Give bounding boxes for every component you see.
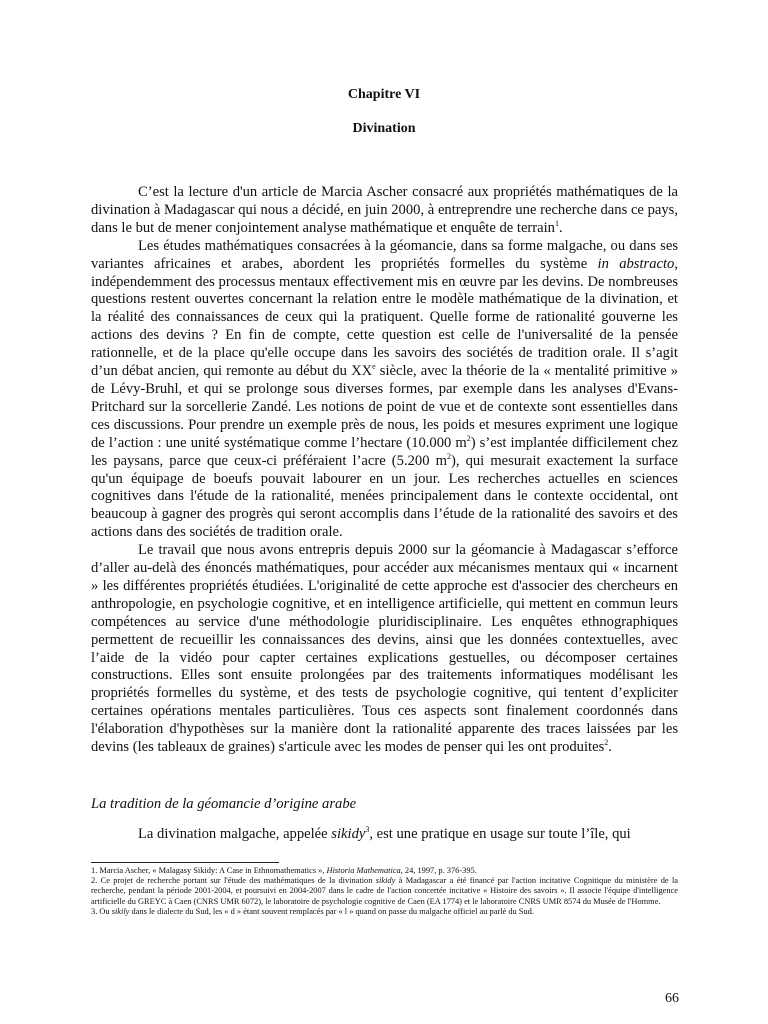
- paragraph-1-text: C’est la lecture d'un article de Marcia Ascher consacré aux propriétés mathématiques de la divination à Madagascar qui nous a décidé, en juin 2000, à entreprendre une recherche dans ce pays, dans le but de mener conjointement analyse mathématique et enquête de terrain: [91, 184, 678, 236]
- paragraph-4: La divination malgache, appelée sikidy$^3$, est une pratique en usage sur toute l’île, qui: [138, 825, 631, 842]
- italic-term: sikidy: [331, 826, 366, 842]
- footnote-ref-3[interactable]: 3: [365, 825, 370, 835]
- page-number: 66: [665, 991, 679, 1006]
- paragraph-2: Les études mathématiques consacrées à la géomancie, dans sa forme malgache, ou dans ses variantes africaines et arabes, abordent les propriétés formelles du système in abstracto, indépendemment des processus mentaux effectivement mis en œuvre par les devins. De nombreuses questions restent ouvertes concernant la relation entre le modèle mathématique de la divination, et la réalité des connaissances de ceux qui la pratiquent. Quelle forme de rationalité gouverne les actions des devins ? En fin de compte, cette question est celle de l'universalité de la pensée rationnelle, et de la place qu'elle occupe dans les savoirs des sociétés de tradition orale. Il s’agit d’un débat ancien, qui remonte au début du XXe siècle, avec la théorie de la « mentalité primitive » de Lévy-Bruhl, et qui se prolonge sous diverses formes, par exemple dans les analyses d'Evans-Pritchard sur la sorcellerie Zandé. Les notions de point de vue et de contexte sont essentielles dans ces discussions. Pour prendre un exemple près de nous, les poids et mesures expriment une logique de l’action : une unité systématique comme l’hectare (10.000 $m^2$) s’est implantée difficilement chez les paysans, parce que ceux-ci préféraient l’acre (5.200 $m^2$), qui mesurait exactement la surface qu'un équipage de boeufs pouvait labourer en un jour. Les recherches actuelles en sciences cognitives dans l'étude de la rationalité, menées principalement dans le contexte occidental, ont beaucoup à gagner des progrès qui seront accomplis dans l’étude de la rationalité des savoirs et des actions dans des sociétés de tradition orale.: [91, 237, 678, 541]
- footnote-separator: [91, 862, 279, 863]
- section-heading: La tradition de la géomancie d’origine arabe: [91, 796, 357, 812]
- superscript-e: e: [372, 362, 376, 372]
- italic-term: in abstracto: [597, 255, 675, 272]
- superscript-2: 2: [466, 433, 471, 443]
- footnote-2: 2. Ce projet de recherche portant sur l'étude des mathématiques de la divination sikidy à Madagascar a été financé par l'action incitative Cognitique du ministère de la recherche, pendant la période 2001-2004, et poursuivi en 2004-2007 dans le cadre de l'action concertée incitative « Histoire des savoirs ». Il associe l'équipe d'intelligence artificielle du GREYC à Caen (CNRS UMR 6072), le laboratoire de psychologie cognitive de Caen (EA 1774) et le laboratoire CNRS UMR 8574 du Musée de l'Homme.: [91, 876, 678, 906]
- chapter-title: Divination: [352, 121, 416, 136]
- footnotes: [91, 866, 678, 917]
- paragraph-3: Le travail que nous avons entrepris depuis 2000 sur la géomancie à Madagascar s’efforce d’aller au-delà des énoncés mathématiques, pour accéder aux mécanismes mentaux qui « incarnent » les différentes propriétés étudiées. L'originalité de cette approche est d'associer des chercheurs en anthropologie, en psychologie cognitive, et en intelligence artificielle, qui mettent en commun leurs compétences au service d'une méthodologie pluridisciplinaire. Les enquêtes ethnographiques permettent de recueillir les connaissances des devins, ainsi que les données contextuelles, avec l’aide de la vidéo pour capter certaines explications gestuelles, ou décomposer certaines constructions. Elles sont ensuite prolongées par des traitements informatiques modélisant les propriétés formelles du système, et des tests de psychologie cognitive, qui tentent d’expliciter certaines opérations mentales particulières. Tous ces aspects sont finalement coordonnés dans l'élaboration d'hypothèses sur la manière dont la rationalité apparente des traces laissées par les devins (les tableaux de graines) s'articule avec les modes de penser qui les ont produites$^2$.: [91, 542, 678, 756]
- footnote-3: 3. Ou sikily dans le dialecte du Sud, les « d » étant souvent remplacés par « l » quand on passe du malgache officiel au parlé du Sud.: [91, 906, 534, 916]
- footnote-ref-1[interactable]: 1: [554, 218, 559, 228]
- footnote-ref-2[interactable]: 2: [604, 738, 609, 748]
- paragraph-3-text: Le travail que nous avons entrepris depuis 2000 sur la géomancie à Madagascar s’efforce d’aller au-delà des énoncés mathématiques, pour accéder aux mécanismes mentaux qui « incarnent » les différentes propriétés étudiées. L'originalité de cette approche est d'associer des chercheurs en anthropologie, en psychologie cognitive, et en intelligence artificielle, qui mettent en commun leurs compétences au service d'une méthodologie pluridisciplinaire. Les enquêtes ethnographiques permettent de recueillir les connaissances des devins, ainsi que les données contextuelles, avec l’aide de la vidéo pour capter certaines explications gestuelles, ou décomposer certaines constructions. Elles sont ensuite prolongées par des traitements informatiques modélisant les propriétés formelles du système, et des tests de psychologie cognitive, qui tentent d’expliciter certaines opérations mentales particulières. Tous ces aspects sont finalement coordonnés dans l'élaboration d'hypothèses sur la manière dont la rationalité apparente des traces laissées par les devins (les tableaux de graines) s'articule avec les modes de penser qui les ont produites: [91, 542, 678, 756]
- paragraph-1: C’est la lecture d'un article de Marcia Ascher consacré aux propriétés mathématiques de la divination à Madagascar qui nous a décidé, en juin 2000, à entreprendre une recherche dans ce pays, dans le but de mener conjointement analyse mathématique et enquête de terrain$^1$.: [91, 184, 678, 236]
- body-text: [91, 184, 678, 757]
- footnote-1: 1. Marcia Ascher, « Malagasy Sikidy: A Case in Ethnomathematics », Historia Mathematica, 24, 1997, p. 376-395.: [91, 866, 477, 875]
- chapter-number: Chapitre VI: [347, 87, 421, 102]
- superscript-2: 2: [446, 451, 451, 461]
